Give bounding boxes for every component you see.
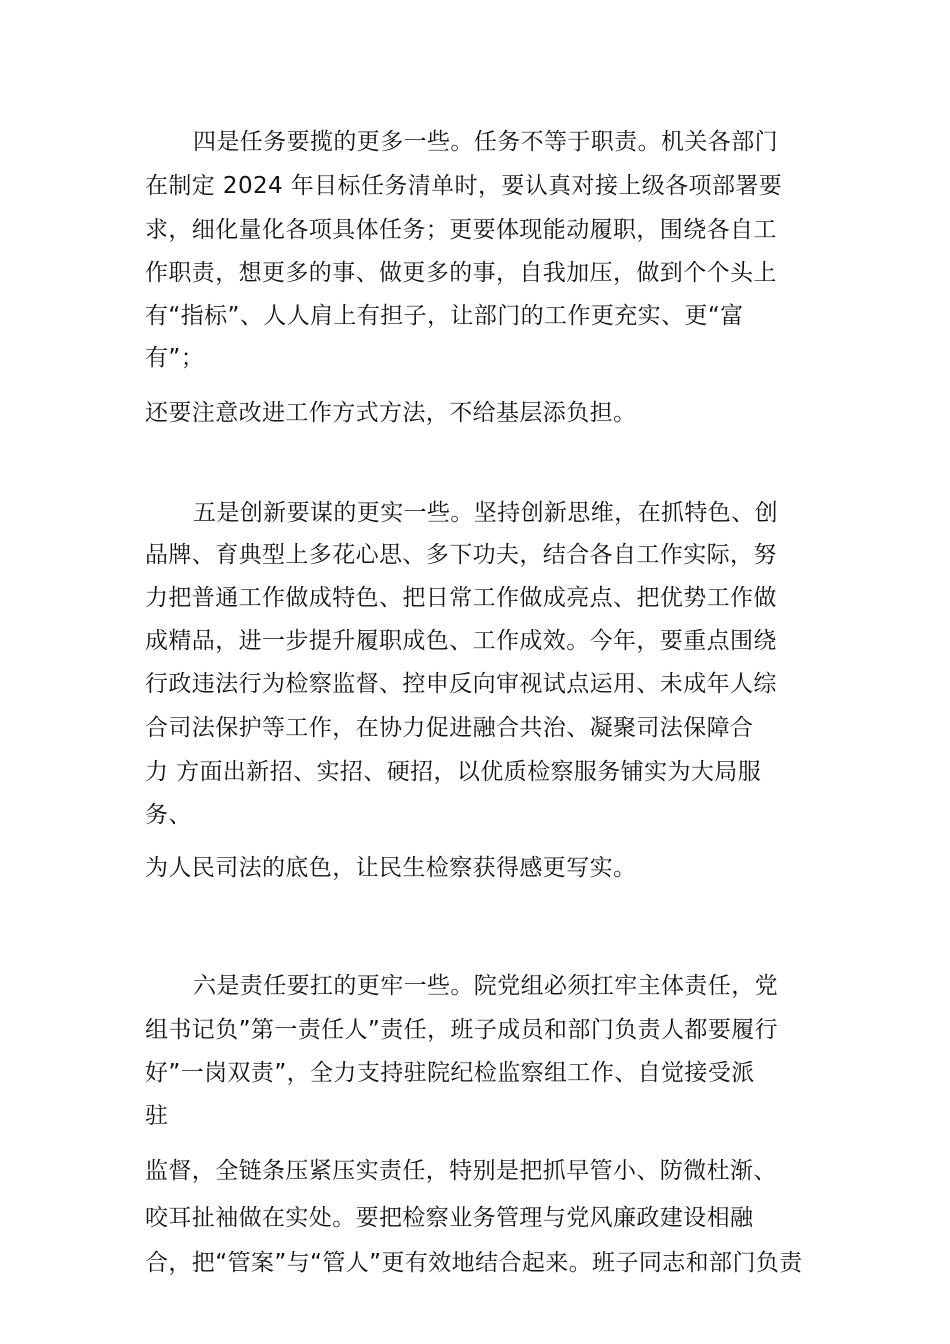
paragraph-line: 驻: [145, 1103, 169, 1129]
paragraph-line: 组书记负”第一责任人”责任，班子成员和部门负责人都要履行: [145, 1017, 779, 1043]
paragraph-line: 力 方面出新招、实招、硬招，以优质检察服务铺实为大局服: [145, 759, 762, 785]
paragraph-line: 咬耳扯袖做在实处。要把检察业务管理与党风廉政建设相融: [145, 1205, 754, 1231]
paragraph-line: 合司法保护等工作，在协力促进融合共治、凝聚司法保障合: [145, 715, 754, 741]
paragraph-line: 力把普通工作做成特色、把日常工作做成亮点、把优势工作做: [145, 585, 777, 611]
paragraph-line: 为人民司法的底色，让民生检察获得感更写实。: [145, 855, 637, 881]
paragraph-line: 五是创新要谋的更实一些。坚持创新思维，在抓特色、创: [193, 500, 778, 526]
paragraph-line: 好”一岗双责”，全力支持驻院纪检监察组工作、自觉接受派: [145, 1060, 755, 1086]
paragraph-line: 行政违法行为检察监督、控申反向审视试点运用、未成年人综: [145, 671, 777, 697]
paragraph-line: 在制定 2024 年目标任务清单时，要认真对接上级各项部署要: [145, 173, 783, 199]
paragraph-line: 务、: [145, 802, 192, 828]
paragraph-line: 成精品，进一步提升履职成色、工作成效。今年，要重点围绕: [145, 628, 777, 654]
paragraph-line: 求，细化量化各项具体任务；更要体现能动履职，围绕各自工: [145, 217, 777, 243]
paragraph-line: 作职责，想更多的事、做更多的事，自我加压，做到个个头上: [145, 260, 777, 286]
paragraph-line: 有“指标”、人人肩上有担子，让部门的工作更充实、更“富: [145, 303, 744, 329]
paragraph-line: 四是任务要揽的更多一些。任务不等于职责。机关各部门: [193, 129, 778, 155]
paragraph-line: 合，把“管案”与“管人”更有效地结合起来。班子同志和部门负责: [145, 1250, 803, 1276]
paragraph-line: 品牌、育典型上多花心思、多下功夫，结合各自工作实际，努: [145, 542, 777, 568]
paragraph-line: 有”；: [145, 345, 205, 371]
paragraph-line: 还要注意改进工作方式方法，不给基层添负担。: [145, 400, 637, 426]
paragraph-line: 六是责任要扛的更牢一些。院党组必须扛牢主体责任，党: [193, 973, 778, 999]
paragraph-line: 监督，全链条压紧压实责任，特别是把抓早管小、防微杜渐、: [145, 1158, 777, 1184]
